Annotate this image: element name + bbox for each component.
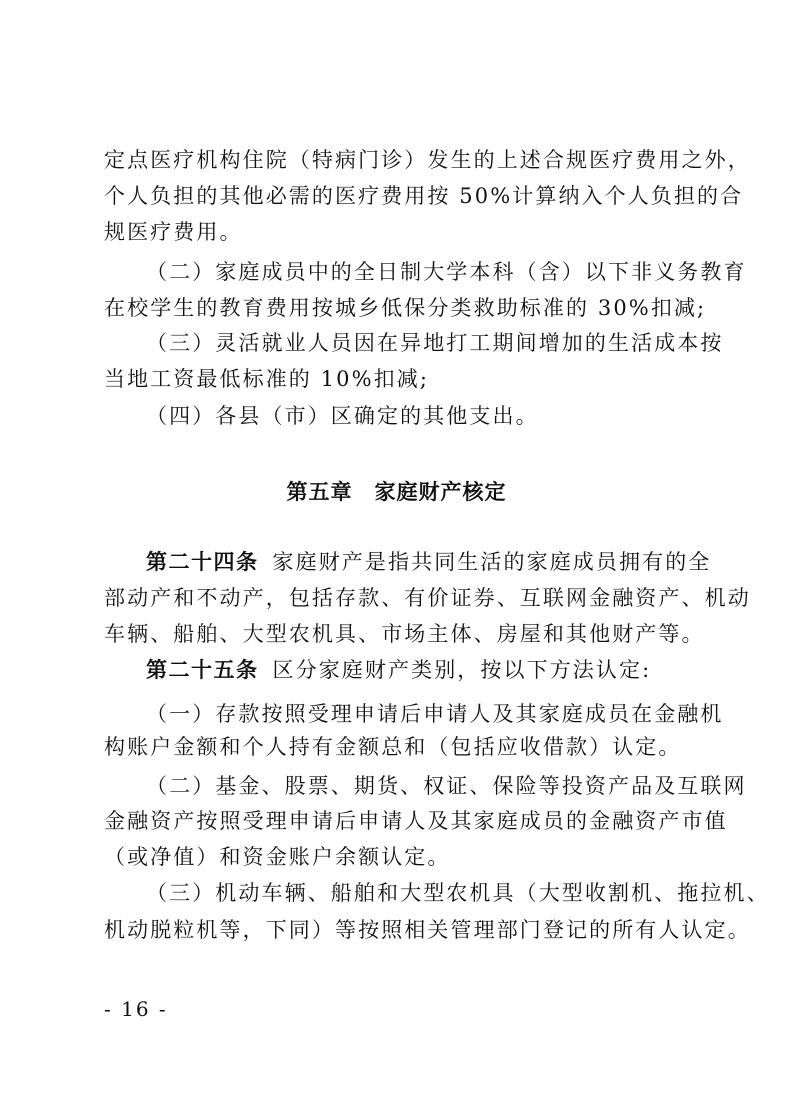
text-line: （二）家庭成员中的全日制大学本科（含）以下非义务教育: [146, 260, 747, 284]
text-line: 定点医疗机构住院（特病门诊）发生的上述合规医疗费用之外，: [104, 148, 751, 172]
text-line: 车辆、船舶、大型农机具、市场主体、房屋和其他财产等。: [104, 622, 705, 646]
text-line: 规医疗费用。: [104, 220, 243, 244]
text-line: 部动产和不动产，包括存款、有价证券、互联网金融资产、机动: [104, 586, 751, 610]
text-line: 金融资产按照受理申请后申请人及其家庭成员的金融资产市值: [104, 809, 728, 833]
chapter-number: 第五章: [286, 480, 353, 504]
article-text: 家庭财产是指共同生活的家庭成员拥有的全: [272, 550, 712, 574]
text-line: （四）各县（市）区确定的其他支出。: [146, 404, 539, 428]
text-line: （二）基金、股票、期货、权证、保险等投资产品及互联网: [146, 774, 747, 798]
text-line: （一）存款按照受理申请后申请人及其家庭成员在金融机: [146, 702, 724, 726]
chapter-heading: [0, 477, 793, 507]
article-text: 区分家庭财产类别，按以下方法认定:: [272, 658, 652, 682]
chapter-title: 家庭财产核定: [374, 480, 507, 504]
text-line: （或净值）和资金账户余额认定。: [104, 845, 451, 869]
text-line: 构账户金额和个人持有金额总和（包括应收借款）认定。: [104, 735, 682, 759]
text-line: （三）机动车辆、船舶和大型农机具（大型收割机、拖拉机、: [146, 881, 770, 905]
text-line: 机动脱粒机等，下同）等按照相关管理部门登记的所有人认定。: [104, 918, 751, 942]
text-line: 个人负担的其他必需的医疗费用按 50%计算纳入个人负担的合: [104, 184, 744, 208]
text-line: 当地工资最低标准的 10%扣减;: [104, 367, 430, 391]
article-24-line: [146, 547, 712, 577]
article-25-line: [146, 655, 694, 685]
page-number: - 16 -: [104, 997, 168, 1021]
text-line: 在校学生的教育费用按城乡低保分类救助标准的 30%扣减;: [104, 296, 707, 320]
article-label: 第二十四条: [146, 550, 259, 574]
article-label: 第二十五条: [146, 658, 259, 682]
text-line: （三）灵活就业人员因在异地打工期间增加的生活成本按: [146, 331, 724, 355]
